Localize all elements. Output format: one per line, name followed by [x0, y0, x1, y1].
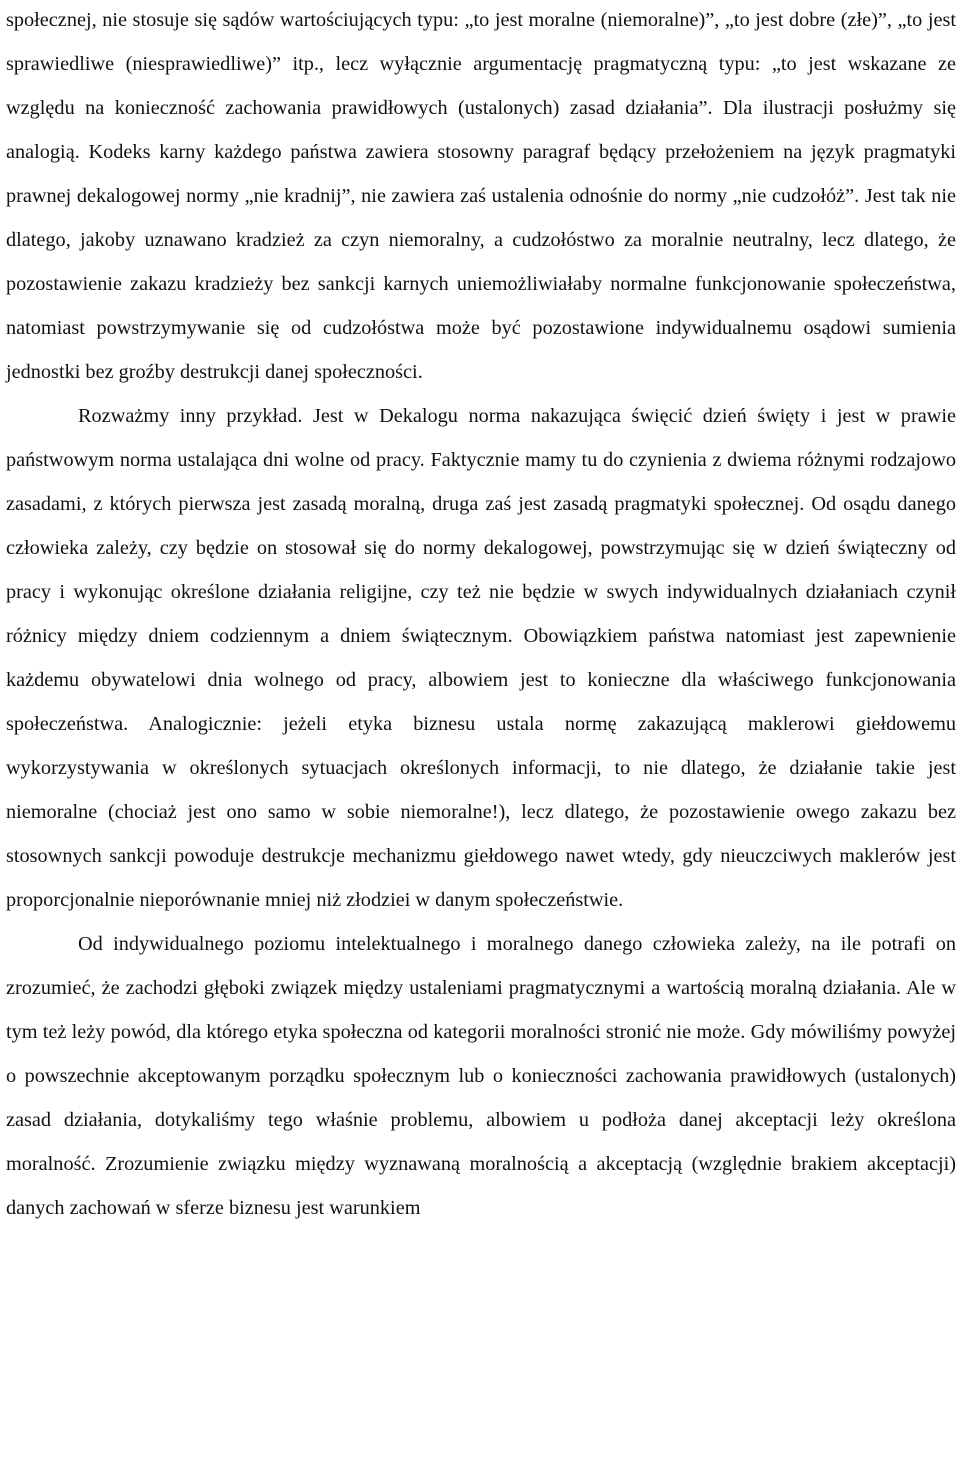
paragraph-1: społecznej, nie stosuje się sądów wartościujących typu: „to jest moralne (niemoralne)”, „to jest dobre (złe)”, „to jest sprawiedliwe (niesprawiedliwe)” itp., lecz wyłącznie argumentację pragmatyczną typu: „to jest wskazane ze względu na konieczność zachowania prawidłowych (ustalonych) zasad działania”. Dla ilustracji posłużmy się analogią. Kodeks karny każdego państwa zawiera stosowny paragraf będący przełożeniem na język pragmatyki prawnej dekalogowej normy „nie kradnij”, nie zawiera zaś ustalenia odnośnie do normy „nie cudzołóż”. Jest tak nie dlatego, jakoby uznawano kradzież za czyn niemoralny, a cudzołóstwo za moralnie neutralny, lecz dlatego, że pozostawienie zakazu kradzieży bez sankcji karnych uniemożliwiałaby normalne funkcjonowanie społeczeństwa, natomiast powstrzymywanie się od cudzołóstwa może być pozostawione indywidualnemu osądowi sumienia jednostki bez groźby destrukcji danej społeczności.	[6, 9, 956, 383]
paragraph-2: Rozważmy inny przykład. Jest w Dekalogu norma nakazująca święcić dzień święty i jest w prawie państwowym norma ustalająca dni wolne od pracy. Faktycznie mamy tu do czynienia z dwiema różnymi rodzajowo zasadami, z których pierwsza jest zasadą moralną, druga zaś jest zasadą pragmatyki społecznej. Od osądu danego człowieka zależy, czy będzie on stosował się do normy dekalogowej, powstrzymując się w dzień świąteczny od pracy i wykonując określone działania religijne, czy też nie będzie w swych indywidualnych działaniach czynił różnicy między dniem codziennym a dniem świątecznym. Obowiązkiem państwa natomiast jest zapewnienie każdemu obywatelowi dnia wolnego od pracy, albowiem jest to konieczne dla właściwego funkcjonowania społeczeństwa. Analogicznie: jeżeli etyka biznesu ustala normę zakazującą maklerowi giełdowemu wykorzystywania w określonych sytuacjach określonych informacji, to nie dlatego, że działanie takie jest niemoralne (chociaż jest ono samo w sobie niemoralne!), lecz dlatego, że pozostawienie owego zakazu bez stosownych sankcji powoduje destrukcje mechanizmu giełdowego nawet wtedy, gdy nieuczciwych maklerów jest proporcjonalnie nieporównanie mniej niż złodziei w danym społeczeństwie.	[6, 405, 956, 911]
paragraph-3: Od indywidualnego poziomu intelektualnego i moralnego danego człowieka zależy, na ile potrafi on zrozumieć, że zachodzi głęboki związek między ustaleniami pragmatycznymi a wartością moralną działania. Ale w tym też leży powód, dla którego etyka społeczna od kategorii moralności stronić nie może. Gdy mówiliśmy powyżej o powszechnie akceptowanym porządku społecznym lub o konieczności zachowania prawidłowych (ustalonych) zasad działania, dotykaliśmy tego właśnie problemu, albowiem u podłoża danej akceptacji leży określona moralność. Zrozumienie związku między wyznawaną moralnością a akceptacją (względnie brakiem akceptacji) danych zachowań w sferze biznesu jest warunkiem	[6, 933, 956, 1219]
